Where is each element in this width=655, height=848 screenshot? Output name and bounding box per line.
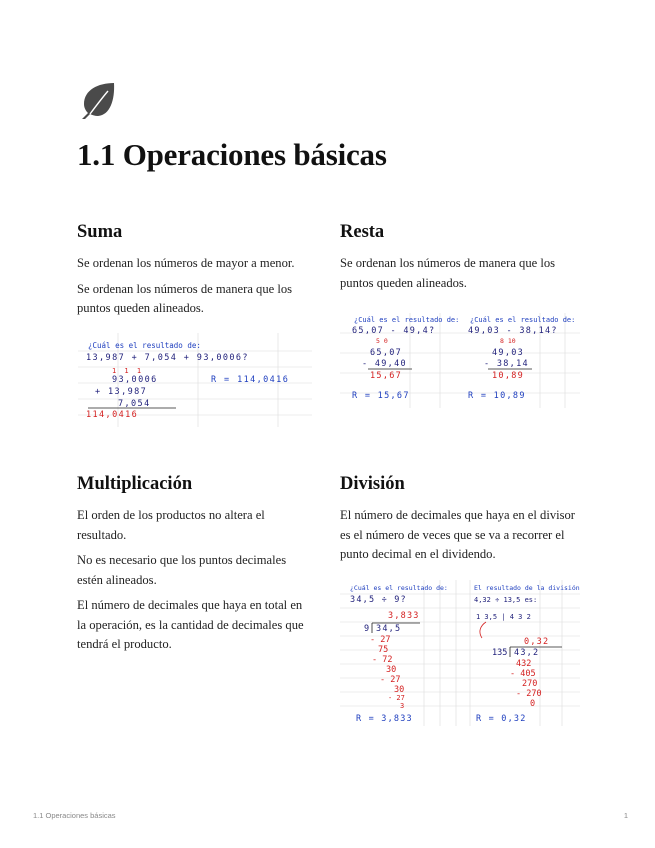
division-step: - 27	[370, 635, 391, 645]
division-step: - 27	[388, 694, 405, 702]
borrow-mark: 8 10	[500, 337, 516, 345]
division-right-divisor: 135	[492, 648, 508, 658]
resta-figure	[340, 313, 580, 408]
division-figure	[340, 580, 580, 726]
leaf-icon	[78, 80, 118, 120]
resta-right-expression: 49,03 - 38,14?	[468, 326, 558, 336]
division-left-expression: 34,5 ÷ 9?	[350, 595, 407, 605]
division-left-quotient: 3,833	[388, 611, 420, 621]
paragraph: Se ordenan los números de manera que los puntos queden alineados.	[77, 281, 293, 315]
suma-figure	[78, 333, 312, 427]
division-step: - 270	[516, 689, 542, 699]
division-step: 3	[400, 702, 405, 710]
division-step: 75	[378, 645, 389, 655]
suma-row: 7,054	[118, 399, 151, 409]
division-right-quotient: 0,32	[524, 637, 550, 647]
suma-answer: R = 114,0416	[211, 375, 290, 385]
division-step: 0	[530, 699, 536, 709]
suma-result: 114,0416	[86, 410, 139, 420]
resta-right-row: - 38,14	[484, 359, 529, 369]
resta-right-answer: R = 10,89	[468, 391, 526, 401]
division-right-question: El resultado de la división	[474, 584, 580, 592]
section-suma	[77, 222, 313, 325]
division-step: 30	[386, 665, 397, 675]
division-left-divisor: 9	[364, 624, 370, 634]
paragraph: El orden de los productos no altera el resultado.	[77, 508, 265, 542]
division-step: - 72	[372, 655, 393, 665]
division-right-expression: 4,32 ÷ 13,5 es:	[474, 596, 538, 604]
handwritten-note: 1 3,5 | 4 3 2	[476, 613, 531, 621]
resta-left-expression: 65,07 - 49,4?	[352, 326, 436, 336]
suma-question: ¿Cuál es el resultado de:	[88, 341, 201, 350]
resta-left-result: 15,67	[370, 371, 403, 381]
suma-row: + 13,987	[95, 387, 148, 397]
paragraph: El número de decimales que haya en el divisor es el número de veces que se va a recorrer el punto decimal en el dividendo.	[340, 508, 576, 561]
resta-left-row: - 49,40	[362, 359, 407, 369]
footer-title: 1.1 Operaciones básicas	[33, 811, 116, 820]
page-number: 1	[623, 811, 628, 820]
division-left-answer: R = 3,833	[356, 714, 413, 724]
suma-carry: 1 1 1	[112, 367, 144, 375]
section-resta	[340, 222, 576, 299]
division-step: - 27	[380, 675, 401, 685]
resta-left-answer: R = 15,67	[352, 391, 410, 401]
resta-right-result: 10,89	[492, 371, 525, 381]
section-division	[340, 474, 576, 571]
paragraph: El número de decimales que haya en total en la operación, es la cantidad de decimales que tendrá el producto.	[77, 598, 304, 651]
division-step: 432	[516, 659, 532, 669]
section-heading: Multiplicación	[77, 474, 193, 494]
division-right-dividend: 43,2	[514, 648, 540, 658]
suma-expression: 13,987 + 7,054 + 93,0006?	[86, 353, 249, 363]
division-step: - 405	[510, 669, 536, 679]
resta-left-row: 65,07	[370, 348, 403, 358]
page-title: 1.1 Operaciones básicas	[77, 137, 387, 172]
section-heading: Suma	[77, 222, 123, 242]
division-left-question: ¿Cuál es el resultado de:	[350, 584, 448, 592]
section-heading: Resta	[340, 222, 385, 242]
borrow-mark: 5 0	[376, 337, 388, 345]
resta-right-question: ¿Cuál es el resultado de:	[470, 316, 576, 324]
paragraph: Se ordenan los números de manera que los puntos queden alineados.	[340, 256, 556, 290]
paragraph: No es necesario que los puntos decimales estén alineados.	[77, 553, 287, 587]
paragraph: Se ordenan los números de mayor a menor.	[77, 256, 295, 270]
division-right-answer: R = 0,32	[476, 714, 527, 724]
division-left-dividend: 34,5	[376, 624, 402, 634]
resta-left-question: ¿Cuál es el resultado de:	[354, 316, 460, 324]
division-step: 30	[394, 685, 405, 695]
section-multiplicacion	[77, 474, 313, 661]
suma-row: 93,0006	[112, 375, 158, 385]
resta-right-row: 49,03	[492, 348, 525, 358]
section-heading: División	[340, 474, 405, 494]
division-step: 270	[522, 679, 538, 689]
